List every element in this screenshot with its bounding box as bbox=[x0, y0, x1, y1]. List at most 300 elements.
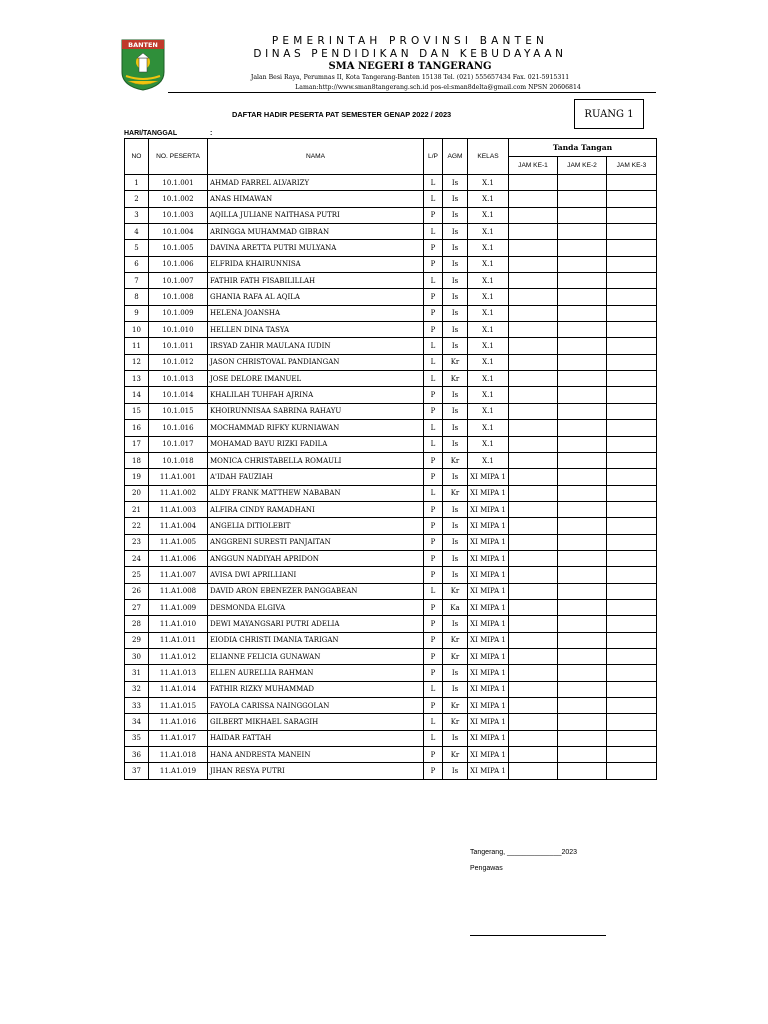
cell-agm: Kr bbox=[443, 583, 468, 599]
table-row bbox=[125, 648, 657, 664]
signature-cell-jam2[interactable] bbox=[558, 518, 607, 534]
signature-cell-jam1[interactable] bbox=[509, 175, 558, 191]
cell-no-peserta: 11.A1.004 bbox=[149, 518, 208, 534]
cell-no-peserta: 10.1.003 bbox=[149, 207, 208, 223]
signature-cell-jam2[interactable] bbox=[558, 550, 607, 566]
cell-kelas: XI MIPA 1 bbox=[468, 583, 509, 599]
cell-lp: P bbox=[424, 207, 443, 223]
cell-no: 24 bbox=[125, 550, 149, 566]
attendance-table bbox=[124, 138, 657, 780]
cell-agm: Is bbox=[443, 518, 468, 534]
signature-cell-jam3[interactable] bbox=[607, 730, 657, 746]
cell-no-peserta: 10.1.011 bbox=[149, 338, 208, 354]
signature-cell-jam2[interactable] bbox=[558, 273, 607, 289]
cell-nama: AQILLA JULIANE NAITHASA PUTRI bbox=[208, 207, 424, 223]
cell-lp: L bbox=[424, 485, 443, 501]
signature-cell-jam1[interactable] bbox=[509, 289, 558, 305]
cell-no: 9 bbox=[125, 305, 149, 321]
cell-no: 11 bbox=[125, 338, 149, 354]
cell-kelas: X.1 bbox=[468, 273, 509, 289]
signature-cell-jam3[interactable] bbox=[607, 714, 657, 730]
signature-cell-jam2[interactable] bbox=[558, 681, 607, 697]
signature-cell-jam1[interactable] bbox=[509, 436, 558, 452]
cell-nama: ANAS HIMAWAN bbox=[208, 191, 424, 207]
signature-cell-jam1[interactable] bbox=[509, 501, 558, 517]
cell-agm: Is bbox=[443, 665, 468, 681]
signature-cell-jam3[interactable] bbox=[607, 207, 657, 223]
cell-kelas: XI MIPA 1 bbox=[468, 681, 509, 697]
cell-nama: AHMAD FARREL ALVARIZY bbox=[208, 175, 424, 191]
signature-cell-jam1[interactable] bbox=[509, 665, 558, 681]
signature-cell-jam2[interactable] bbox=[558, 599, 607, 615]
cell-nama: ELFRIDA KHAIRUNNISA bbox=[208, 256, 424, 272]
table-row bbox=[125, 616, 657, 632]
signature-cell-jam2[interactable] bbox=[558, 224, 607, 240]
signature-cell-jam3[interactable] bbox=[607, 665, 657, 681]
signature-cell-jam1[interactable] bbox=[509, 240, 558, 256]
signature-cell-jam1[interactable] bbox=[509, 763, 558, 779]
signature-cell-jam2[interactable] bbox=[558, 747, 607, 763]
table-row bbox=[125, 632, 657, 648]
col-header-lp: L/P bbox=[424, 139, 443, 175]
cell-kelas: XI MIPA 1 bbox=[468, 534, 509, 550]
cell-no-peserta: 10.1.013 bbox=[149, 371, 208, 387]
signature-cell-jam2[interactable] bbox=[558, 730, 607, 746]
cell-kelas: XI MIPA 1 bbox=[468, 469, 509, 485]
cell-agm: Kr bbox=[443, 632, 468, 648]
signature-cell-jam1[interactable] bbox=[509, 452, 558, 468]
signature-cell-jam1[interactable] bbox=[509, 747, 558, 763]
table-row bbox=[125, 403, 657, 419]
signature-cell-jam1[interactable] bbox=[509, 583, 558, 599]
cell-lp: L bbox=[424, 354, 443, 370]
signature-cell-jam1[interactable] bbox=[509, 387, 558, 403]
cell-no: 30 bbox=[125, 648, 149, 664]
cell-agm: Is bbox=[443, 273, 468, 289]
table-row bbox=[125, 273, 657, 289]
table-row bbox=[125, 681, 657, 697]
cell-lp: P bbox=[424, 550, 443, 566]
cell-agm: Kr bbox=[443, 354, 468, 370]
cell-no-peserta: 10.1.015 bbox=[149, 403, 208, 419]
cell-agm: Is bbox=[443, 289, 468, 305]
table-row bbox=[125, 567, 657, 583]
signature-cell-jam3[interactable] bbox=[607, 387, 657, 403]
cell-agm: Ka bbox=[443, 599, 468, 615]
cell-lp: P bbox=[424, 387, 443, 403]
signature-cell-jam1[interactable] bbox=[509, 681, 558, 697]
cell-lp: L bbox=[424, 730, 443, 746]
cell-kelas: X.1 bbox=[468, 191, 509, 207]
cell-no: 13 bbox=[125, 371, 149, 387]
cell-nama: ELIANNE FELICIA GUNAWAN bbox=[208, 648, 424, 664]
table-row bbox=[125, 224, 657, 240]
cell-kelas: XI MIPA 1 bbox=[468, 485, 509, 501]
signature-cell-jam1[interactable] bbox=[509, 632, 558, 648]
cell-agm: Is bbox=[443, 191, 468, 207]
cell-agm: Is bbox=[443, 387, 468, 403]
signature-cell-jam2[interactable] bbox=[558, 354, 607, 370]
table-row bbox=[125, 665, 657, 681]
cell-nama: GILBERT MIKHAEL SARAGIH bbox=[208, 714, 424, 730]
cell-nama: DESMONDA ELGIVA bbox=[208, 599, 424, 615]
signature-cell-jam2[interactable] bbox=[558, 698, 607, 714]
cell-agm: Is bbox=[443, 681, 468, 697]
table-row bbox=[125, 420, 657, 436]
signature-cell-jam3[interactable] bbox=[607, 354, 657, 370]
signature-cell-jam1[interactable] bbox=[509, 354, 558, 370]
cell-kelas: X.1 bbox=[468, 207, 509, 223]
cell-no-peserta: 10.1.002 bbox=[149, 191, 208, 207]
signature-cell-jam1[interactable] bbox=[509, 485, 558, 501]
cell-agm: Kr bbox=[443, 452, 468, 468]
signature-cell-jam2[interactable] bbox=[558, 240, 607, 256]
signature-cell-jam2[interactable] bbox=[558, 403, 607, 419]
cell-lp: L bbox=[424, 371, 443, 387]
signature-cell-jam1[interactable] bbox=[509, 469, 558, 485]
cell-nama: MOHAMAD BAYU RIZKI FADILA bbox=[208, 436, 424, 452]
cell-no-peserta: 11.A1.014 bbox=[149, 681, 208, 697]
signature-cell-jam1[interactable] bbox=[509, 305, 558, 321]
cell-nama: HANA ANDRESTA MANEIN bbox=[208, 747, 424, 763]
cell-no: 33 bbox=[125, 698, 149, 714]
signature-cell-jam3[interactable] bbox=[607, 632, 657, 648]
cell-lp: P bbox=[424, 305, 443, 321]
cell-agm: Is bbox=[443, 256, 468, 272]
table-row bbox=[125, 191, 657, 207]
signature-cell-jam3[interactable] bbox=[607, 452, 657, 468]
cell-nama: HELLEN DINA TASYA bbox=[208, 322, 424, 338]
cell-agm: Is bbox=[443, 763, 468, 779]
cell-no-peserta: 11.A1.010 bbox=[149, 616, 208, 632]
cell-agm: Is bbox=[443, 322, 468, 338]
cell-lp: L bbox=[424, 583, 443, 599]
table-row bbox=[125, 338, 657, 354]
cell-no-peserta: 11.A1.011 bbox=[149, 632, 208, 648]
signature-cell-jam3[interactable] bbox=[607, 567, 657, 583]
table-row bbox=[125, 322, 657, 338]
cell-no: 34 bbox=[125, 714, 149, 730]
signature-cell-jam1[interactable] bbox=[509, 371, 558, 387]
header-divider bbox=[168, 92, 656, 93]
table-row bbox=[125, 354, 657, 370]
cell-lp: L bbox=[424, 681, 443, 697]
table-row bbox=[125, 452, 657, 468]
cell-lp: P bbox=[424, 469, 443, 485]
cell-no: 19 bbox=[125, 469, 149, 485]
cell-lp: L bbox=[424, 420, 443, 436]
table-row bbox=[125, 550, 657, 566]
cell-no-peserta: 10.1.006 bbox=[149, 256, 208, 272]
cell-no: 4 bbox=[125, 224, 149, 240]
signature-cell-jam3[interactable] bbox=[607, 501, 657, 517]
cell-nama: A'IDAH FAUZIAH bbox=[208, 469, 424, 485]
cell-no-peserta: 11.A1.006 bbox=[149, 550, 208, 566]
signature-cell-jam3[interactable] bbox=[607, 436, 657, 452]
table-row bbox=[125, 501, 657, 517]
signature-cell-jam2[interactable] bbox=[558, 501, 607, 517]
signature-cell-jam2[interactable] bbox=[558, 485, 607, 501]
signature-cell-jam1[interactable] bbox=[509, 648, 558, 664]
col-header-jam3: JAM KE-3 bbox=[607, 157, 657, 175]
signature-cell-jam3[interactable] bbox=[607, 518, 657, 534]
cell-lp: L bbox=[424, 338, 443, 354]
signature-cell-jam1[interactable] bbox=[509, 207, 558, 223]
signature-cell-jam1[interactable] bbox=[509, 567, 558, 583]
signature-cell-jam3[interactable] bbox=[607, 550, 657, 566]
table-row bbox=[125, 485, 657, 501]
cell-agm: Is bbox=[443, 240, 468, 256]
cell-agm: Kr bbox=[443, 648, 468, 664]
signature-cell-jam2[interactable] bbox=[558, 665, 607, 681]
header-school: SMA NEGERI 8 TANGERANG bbox=[328, 61, 492, 72]
cell-no: 18 bbox=[125, 452, 149, 468]
signature-cell-jam2[interactable] bbox=[558, 534, 607, 550]
cell-no: 14 bbox=[125, 387, 149, 403]
cell-kelas: X.1 bbox=[468, 305, 509, 321]
col-header-no-peserta: NO. PESERTA bbox=[149, 139, 208, 175]
col-header-nama: NAMA bbox=[208, 139, 424, 175]
signature-cell-jam3[interactable] bbox=[607, 289, 657, 305]
cell-lp: P bbox=[424, 698, 443, 714]
signature-cell-jam1[interactable] bbox=[509, 534, 558, 550]
table-row bbox=[125, 289, 657, 305]
signature-cell-jam2[interactable] bbox=[558, 387, 607, 403]
cell-lp: L bbox=[424, 714, 443, 730]
cell-no-peserta: 11.A1.015 bbox=[149, 698, 208, 714]
cell-lp: L bbox=[424, 224, 443, 240]
signature-cell-jam3[interactable] bbox=[607, 191, 657, 207]
cell-no-peserta: 10.1.017 bbox=[149, 436, 208, 452]
cell-nama: ANGELIA DITIOLEBIT bbox=[208, 518, 424, 534]
cell-nama: JIHAN RESYA PUTRI bbox=[208, 763, 424, 779]
signature-cell-jam2[interactable] bbox=[558, 452, 607, 468]
document-title: DAFTAR HADIR PESERTA PAT SEMESTER GENAP 2022 / 2023 bbox=[232, 110, 452, 119]
cell-nama: FATHIR FATH FISABILILLAH bbox=[208, 273, 424, 289]
col-header-agm: AGM bbox=[443, 139, 468, 175]
signature-cell-jam1[interactable] bbox=[509, 599, 558, 615]
cell-agm: Kr bbox=[443, 371, 468, 387]
cell-kelas: XI MIPA 1 bbox=[468, 730, 509, 746]
cell-kelas: XI MIPA 1 bbox=[468, 698, 509, 714]
cell-kelas: X.1 bbox=[468, 289, 509, 305]
cell-kelas: X.1 bbox=[468, 338, 509, 354]
cell-lp: P bbox=[424, 452, 443, 468]
cell-agm: Is bbox=[443, 501, 468, 517]
cell-kelas: XI MIPA 1 bbox=[468, 763, 509, 779]
signature-cell-jam3[interactable] bbox=[607, 763, 657, 779]
cell-kelas: XI MIPA 1 bbox=[468, 714, 509, 730]
cell-no: 17 bbox=[125, 436, 149, 452]
cell-no-peserta: 11.A1.001 bbox=[149, 469, 208, 485]
cell-no: 16 bbox=[125, 420, 149, 436]
signature-cell-jam2[interactable] bbox=[558, 305, 607, 321]
signature-cell-jam2[interactable] bbox=[558, 632, 607, 648]
signature-cell-jam3[interactable] bbox=[607, 747, 657, 763]
signature-cell-jam3[interactable] bbox=[607, 648, 657, 664]
cell-nama: JASON CHRISTOVAL PANDIANGAN bbox=[208, 354, 424, 370]
header-province: PEMERINTAH PROVINSI BANTEN bbox=[271, 35, 549, 47]
cell-no-peserta: 11.A1.003 bbox=[149, 501, 208, 517]
signature-cell-jam1[interactable] bbox=[509, 256, 558, 272]
signature-cell-jam1[interactable] bbox=[509, 338, 558, 354]
signature-cell-jam1[interactable] bbox=[509, 518, 558, 534]
signature-cell-jam1[interactable] bbox=[509, 191, 558, 207]
cell-no: 10 bbox=[125, 322, 149, 338]
cell-nama: DAVID ARON EBENEZER PANGGABEAN bbox=[208, 583, 424, 599]
table-row bbox=[125, 599, 657, 615]
signature-cell-jam3[interactable] bbox=[607, 469, 657, 485]
signature-cell-jam3[interactable] bbox=[607, 616, 657, 632]
table-row bbox=[125, 256, 657, 272]
cell-no: 22 bbox=[125, 518, 149, 534]
cell-agm: Is bbox=[443, 730, 468, 746]
cell-nama: HAIDAR FATTAH bbox=[208, 730, 424, 746]
cell-kelas: X.1 bbox=[468, 224, 509, 240]
signature-cell-jam3[interactable] bbox=[607, 403, 657, 419]
cell-nama: ELLEN AURELLIA RAHMAN bbox=[208, 665, 424, 681]
cell-no: 8 bbox=[125, 289, 149, 305]
cell-no-peserta: 11.A1.018 bbox=[149, 747, 208, 763]
cell-kelas: X.1 bbox=[468, 322, 509, 338]
cell-nama: IRSYAD ZAHIR MAULANA IUDIN bbox=[208, 338, 424, 354]
cell-lp: L bbox=[424, 436, 443, 452]
signature-cell-jam3[interactable] bbox=[607, 371, 657, 387]
cell-agm: Kr bbox=[443, 698, 468, 714]
signature-cell-jam2[interactable] bbox=[558, 256, 607, 272]
signature-cell-jam3[interactable] bbox=[607, 599, 657, 615]
signature-cell-jam1[interactable] bbox=[509, 616, 558, 632]
signature-cell-jam2[interactable] bbox=[558, 289, 607, 305]
cell-no: 23 bbox=[125, 534, 149, 550]
cell-no-peserta: 10.1.005 bbox=[149, 240, 208, 256]
signature-cell-jam2[interactable] bbox=[558, 567, 607, 583]
signature-cell-jam2[interactable] bbox=[558, 436, 607, 452]
signature-cell-jam1[interactable] bbox=[509, 403, 558, 419]
cell-lp: P bbox=[424, 403, 443, 419]
signature-cell-jam2[interactable] bbox=[558, 469, 607, 485]
signature-cell-jam3[interactable] bbox=[607, 256, 657, 272]
signature-cell-jam3[interactable] bbox=[607, 534, 657, 550]
cell-agm: Kr bbox=[443, 714, 468, 730]
cell-no: 12 bbox=[125, 354, 149, 370]
cell-no: 27 bbox=[125, 599, 149, 615]
signature-cell-jam2[interactable] bbox=[558, 371, 607, 387]
signature-cell-jam2[interactable] bbox=[558, 420, 607, 436]
cell-kelas: X.1 bbox=[468, 403, 509, 419]
cell-no-peserta: 11.A1.017 bbox=[149, 730, 208, 746]
signature-cell-jam3[interactable] bbox=[607, 322, 657, 338]
cell-nama: ANGGUN NADIYAH APRIDON bbox=[208, 550, 424, 566]
table-row bbox=[125, 747, 657, 763]
signature-cell-jam3[interactable] bbox=[607, 273, 657, 289]
signature-cell-jam2[interactable] bbox=[558, 207, 607, 223]
signature-cell-jam3[interactable] bbox=[607, 240, 657, 256]
cell-lp: P bbox=[424, 632, 443, 648]
cell-agm: Is bbox=[443, 469, 468, 485]
cell-no-peserta: 11.A1.002 bbox=[149, 485, 208, 501]
signature-cell-jam3[interactable] bbox=[607, 305, 657, 321]
cell-no-peserta: 11.A1.019 bbox=[149, 763, 208, 779]
cell-no: 21 bbox=[125, 501, 149, 517]
cell-agm: Is bbox=[443, 436, 468, 452]
col-header-tanda-tangan: Tanda Tangan bbox=[509, 139, 657, 157]
signature-cell-jam2[interactable] bbox=[558, 322, 607, 338]
signature-cell-jam2[interactable] bbox=[558, 338, 607, 354]
signature-cell-jam2[interactable] bbox=[558, 616, 607, 632]
cell-lp: L bbox=[424, 191, 443, 207]
cell-no: 28 bbox=[125, 616, 149, 632]
table-row bbox=[125, 518, 657, 534]
signature-cell-jam1[interactable] bbox=[509, 420, 558, 436]
signature-cell-jam1[interactable] bbox=[509, 714, 558, 730]
table-row bbox=[125, 730, 657, 746]
cell-nama: DAVINA ARETTA PUTRI MULYANA bbox=[208, 240, 424, 256]
cell-kelas: XI MIPA 1 bbox=[468, 567, 509, 583]
cell-kelas: XI MIPA 1 bbox=[468, 747, 509, 763]
room-box: RUANG 1 bbox=[574, 99, 644, 129]
signature-cell-jam3[interactable] bbox=[607, 681, 657, 697]
signature-cell-jam2[interactable] bbox=[558, 175, 607, 191]
signature-cell-jam3[interactable] bbox=[607, 698, 657, 714]
table-row bbox=[125, 534, 657, 550]
signature-cell-jam3[interactable] bbox=[607, 420, 657, 436]
signature-cell-jam1[interactable] bbox=[509, 730, 558, 746]
signature-cell-jam2[interactable] bbox=[558, 763, 607, 779]
cell-no-peserta: 10.1.014 bbox=[149, 387, 208, 403]
cell-agm: Is bbox=[443, 550, 468, 566]
cell-nama: MONICA CHRISTABELLA ROMAULI bbox=[208, 452, 424, 468]
signature-cell-jam2[interactable] bbox=[558, 191, 607, 207]
signature-cell-jam2[interactable] bbox=[558, 714, 607, 730]
cell-no: 6 bbox=[125, 256, 149, 272]
cell-lp: P bbox=[424, 763, 443, 779]
signature-cell-jam3[interactable] bbox=[607, 583, 657, 599]
cell-nama: ANGGRENI SURESTI PANJAITAN bbox=[208, 534, 424, 550]
cell-no: 36 bbox=[125, 747, 149, 763]
cell-lp: P bbox=[424, 501, 443, 517]
signature-cell-jam2[interactable] bbox=[558, 583, 607, 599]
signature-cell-jam1[interactable] bbox=[509, 224, 558, 240]
table-row bbox=[125, 583, 657, 599]
signature-cell-jam3[interactable] bbox=[607, 485, 657, 501]
signature-cell-jam1[interactable] bbox=[509, 550, 558, 566]
cell-nama: KHALILAH TUHFAH AJRINA bbox=[208, 387, 424, 403]
cell-nama: ALDY FRANK MATTHEW NABABAN bbox=[208, 485, 424, 501]
signature-role: Pengawas bbox=[470, 865, 503, 872]
cell-nama: FAYOLA CARISSA NAINGGOLAN bbox=[208, 698, 424, 714]
signature-cell-jam3[interactable] bbox=[607, 224, 657, 240]
signature-cell-jam3[interactable] bbox=[607, 175, 657, 191]
signature-cell-jam1[interactable] bbox=[509, 322, 558, 338]
cell-agm: Kr bbox=[443, 747, 468, 763]
cell-lp: P bbox=[424, 599, 443, 615]
cell-agm: Is bbox=[443, 403, 468, 419]
signature-cell-jam2[interactable] bbox=[558, 648, 607, 664]
cell-lp: P bbox=[424, 567, 443, 583]
cell-no: 7 bbox=[125, 273, 149, 289]
svg-text:BANTEN: BANTEN bbox=[128, 41, 158, 49]
table-row bbox=[125, 714, 657, 730]
signature-cell-jam3[interactable] bbox=[607, 338, 657, 354]
cell-nama: ALFIRA CINDY RAMADHANI bbox=[208, 501, 424, 517]
signature-cell-jam1[interactable] bbox=[509, 698, 558, 714]
cell-kelas: X.1 bbox=[468, 452, 509, 468]
signature-cell-jam1[interactable] bbox=[509, 273, 558, 289]
cell-nama: HELENA JOANSHA bbox=[208, 305, 424, 321]
cell-no-peserta: 11.A1.008 bbox=[149, 583, 208, 599]
cell-lp: P bbox=[424, 616, 443, 632]
